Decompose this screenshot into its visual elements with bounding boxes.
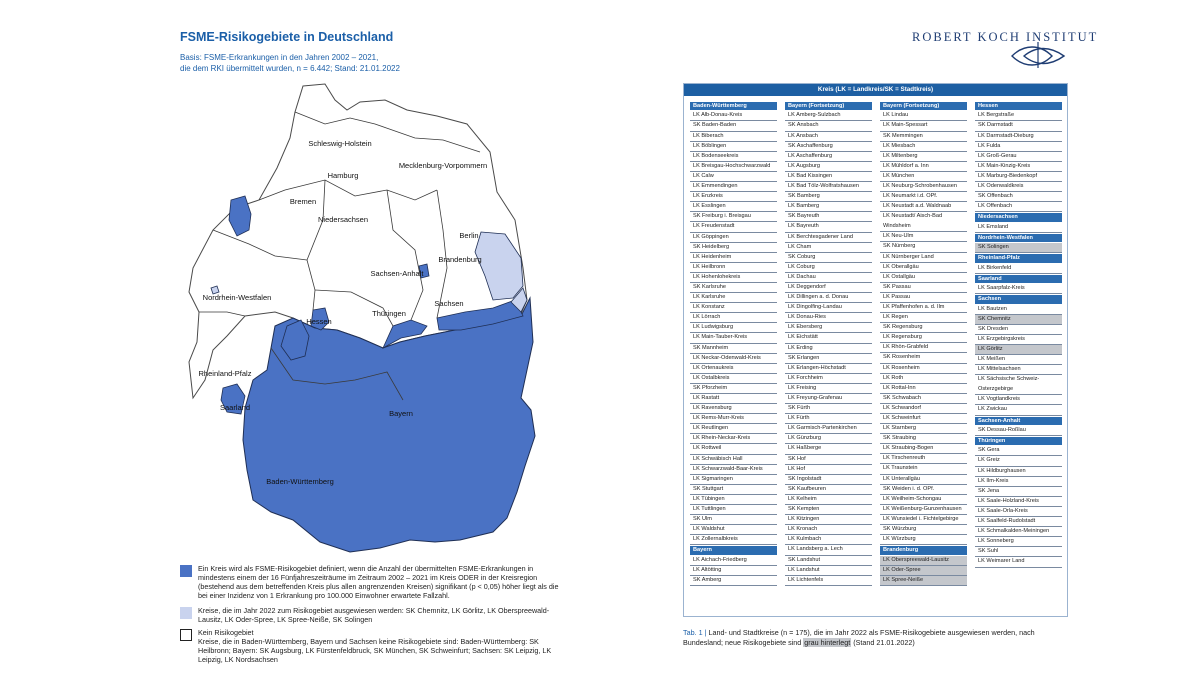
table-row: LK Rottweil	[690, 444, 777, 454]
table-row: LK Landshut	[785, 566, 872, 576]
table-row: LK Schwäbisch Hall	[690, 455, 777, 465]
table-row: SK Heidelberg	[690, 243, 777, 253]
table-row: SK Karlsruhe	[690, 283, 777, 293]
caption-label: Tab. 1 |	[683, 628, 709, 637]
table-state-header: Hessen	[975, 102, 1062, 110]
table-row: SK Ulm	[690, 515, 777, 525]
table-row: LK Donau-Ries	[785, 313, 872, 323]
table-row: LK Eichstätt	[785, 333, 872, 343]
table-row: LK Mühldorf a. Inn	[880, 162, 967, 172]
table-row: LK Pfaffenhofen a. d. Ilm	[880, 303, 967, 313]
table-row: LK Ludwigsburg	[690, 323, 777, 333]
table-row: LK Rhön-Grabfeld	[880, 343, 967, 353]
table-row: LK Wunsiedel i. Fichtelgebirge	[880, 515, 967, 525]
legend-swatch-none	[180, 629, 192, 641]
table-row: LK Ebersberg	[785, 323, 872, 333]
table-row: LK Böblingen	[690, 142, 777, 152]
table-state-header: Niedersachsen	[975, 213, 1062, 221]
state-label-brandenburg: Brandenburg	[438, 255, 482, 264]
table-state-header: Saarland	[975, 275, 1062, 283]
basis-line-1: Basis: FSME-Erkrankungen in den Jahren 2002 – 2021,	[180, 53, 379, 62]
table-row: LK Straubing-Bogen	[880, 444, 967, 454]
table-row: LK Coburg	[785, 263, 872, 273]
table-row: SK Jena	[975, 487, 1062, 497]
table-row: LK Neumarkt i.d. OPf.	[880, 192, 967, 202]
table-row: SK Baden-Baden	[690, 121, 777, 131]
table-row: LK Kulmbach	[785, 535, 872, 545]
table-row: LK Neuburg-Schrobenhausen	[880, 182, 967, 192]
table-row: LK Miesbach	[880, 142, 967, 152]
table-row: LK Odenwaldkreis	[975, 182, 1062, 192]
table-row: LK Schweinfurt	[880, 414, 967, 424]
table-row-new: LK Oder-Spree	[880, 566, 967, 576]
table-row: LK Hof	[785, 465, 872, 475]
table-row: LK Weißenburg-Gunzenhausen	[880, 505, 967, 515]
table-row: LK Bergstraße	[975, 111, 1062, 121]
table-row: LK Bad Kissingen	[785, 172, 872, 182]
table-row: LK Unterallgäu	[880, 475, 967, 485]
caption-text: Land- und Stadtkreise (n = 175), die im Jahr 2022 als FSME-Risikogebiete ausgewiesen werden, nach Bundesland; neue Risikogebiete sind	[683, 628, 1035, 647]
table-row: LK Main-Tauber-Kreis	[690, 333, 777, 343]
state-label-saarland: Saarland	[219, 403, 251, 412]
table-row: LK Schwarzwald-Baar-Kreis	[690, 465, 777, 475]
table-row: LK Kelheim	[785, 495, 872, 505]
table-row: LK Alb-Donau-Kreis	[690, 111, 777, 121]
table-row: LK Saarpfalz-Kreis	[975, 284, 1062, 294]
table-row: LK Roth	[880, 374, 967, 384]
table-row: LK München	[880, 172, 967, 182]
table-row: LK Neustadt/ Aisch-Bad Windsheim	[880, 212, 967, 232]
table-row: LK Esslingen	[690, 202, 777, 212]
table-row: SK Regensburg	[880, 323, 967, 333]
legend-swatch-risk	[180, 565, 192, 577]
table-row: LK Ostalbkreis	[690, 374, 777, 384]
table-column-2	[785, 101, 872, 586]
table-row: LK Kitzingen	[785, 515, 872, 525]
table-row: SK Dessau-Roßlau	[975, 426, 1062, 436]
table-row: LK Garmisch-Partenkirchen	[785, 424, 872, 434]
table-row: LK Offenbach	[975, 202, 1062, 212]
table-row: LK Dingolfing-Landau	[785, 303, 872, 313]
state-label-hamburg: Hamburg	[327, 171, 359, 180]
table-row: LK Ortenaukreis	[690, 364, 777, 374]
table-row: LK Freyung-Grafenau	[785, 394, 872, 404]
table-row: LK Ostallgäu	[880, 273, 967, 283]
table-row: SK Erlangen	[785, 354, 872, 364]
state-label-bremen: Bremen	[289, 197, 317, 206]
table-row: SK Gera	[975, 446, 1062, 456]
table-row: LK Erding	[785, 344, 872, 354]
table-row: LK Birkenfeld	[975, 264, 1062, 274]
state-label-nordrhein-westfalen: Nordrhein-Westfalen	[202, 293, 272, 302]
table-row: LK Saale-Orla-Kreis	[975, 507, 1062, 517]
table-row: LK Traunstein	[880, 464, 967, 474]
table-row-new: SK Solingen	[975, 243, 1062, 253]
table-row: SK Straubing	[880, 434, 967, 444]
table-row: LK Saale-Holzland-Kreis	[975, 497, 1062, 507]
table-row: LK Heidenheim	[690, 253, 777, 263]
table-state-header: Sachsen-Anhalt	[975, 417, 1062, 425]
table-row: LK Schwandorf	[880, 404, 967, 414]
table-row: LK Sächsische Schweiz-Osterzgebirge	[975, 375, 1062, 395]
table-row: LK Zwickau	[975, 405, 1062, 415]
table-row: SK Fürth	[785, 404, 872, 414]
table-row: LK Haßberge	[785, 444, 872, 454]
table-row: LK Ansbach	[785, 132, 872, 142]
table-row: LK Kronach	[785, 525, 872, 535]
table-row: SK Offenbach	[975, 192, 1062, 202]
state-label-schleswig-holstein: Schleswig-Holstein	[308, 139, 372, 148]
table-state-header: Bayern (Fortsetzung)	[880, 102, 967, 110]
table-row: LK Altötting	[690, 566, 777, 576]
table-row: LK Dachau	[785, 273, 872, 283]
table-column-4	[975, 101, 1062, 568]
table-row: LK Neustadt a.d. Waldnaab	[880, 202, 967, 212]
table-row: LK Mittelsachsen	[975, 365, 1062, 375]
table-row: SK Darmstadt	[975, 121, 1062, 131]
table-row: SK Ansbach	[785, 121, 872, 131]
legend-none-text: Kreise, die in Baden-Württemberg, Bayern und Sachsen keine Risikogebiete sind: Baden-Württemberg: SK Heilbronn; Bayern: SK Augsburg, LK Fürstenfeldbruck, SK München, SK Schweinfurt; Sachsen: SK Leipzig, LK Leipzig, LK Nordsachsen	[198, 637, 552, 664]
table-state-header: Brandenburg	[880, 546, 967, 554]
table-row: LK Bayreuth	[785, 222, 872, 232]
caption-date: (Stand 21.01.2022)	[851, 638, 915, 647]
table-row: LK Berchtesgadener Land	[785, 233, 872, 243]
table-row: LK Göppingen	[690, 233, 777, 243]
table-row: LK Günzburg	[785, 434, 872, 444]
table-row: LK Lindau	[880, 111, 967, 121]
table-row: LK Groß-Gerau	[975, 152, 1062, 162]
table-row: SK Stuttgart	[690, 485, 777, 495]
table-row: SK Landshut	[785, 556, 872, 566]
basis-note	[180, 52, 420, 74]
state-label-sachsen: Sachsen	[434, 299, 464, 308]
table-row: LK Hohenlohekreis	[690, 273, 777, 283]
table-state-header: Nordrhein-Westfalen	[975, 234, 1062, 242]
legend-new	[180, 606, 560, 626]
table-row: LK Meißen	[975, 355, 1062, 365]
table-row: LK Ravensburg	[690, 404, 777, 414]
table-row: LK Passau	[880, 293, 967, 303]
table-row: LK Darmstadt-Dieburg	[975, 132, 1062, 142]
table-row: LK Schmalkalden-Meiningen	[975, 527, 1062, 537]
table-row: LK Greiz	[975, 456, 1062, 466]
table-row: LK Starnberg	[880, 424, 967, 434]
table-state-header: Bayern	[690, 546, 777, 554]
table-row: LK Sigmaringen	[690, 475, 777, 485]
table-row: LK Konstanz	[690, 303, 777, 313]
table-state-header: Sachsen	[975, 295, 1062, 303]
table-row: LK Weimarer Land	[975, 557, 1062, 567]
table-caption	[683, 628, 1073, 648]
table-row: LK Waldshut	[690, 525, 777, 535]
table-row: SK Amberg	[690, 576, 777, 586]
table-state-header: Baden-Württemberg	[690, 102, 777, 110]
table-row: LK Lichtenfels	[785, 576, 872, 586]
table-row: LK Neckar-Odenwald-Kreis	[690, 354, 777, 364]
table-row: LK Emsland	[975, 223, 1062, 233]
table-row: LK Deggendorf	[785, 283, 872, 293]
table-row-new: LK Görlitz	[975, 345, 1062, 355]
table-row: LK Landsberg a. Lech	[785, 545, 872, 555]
table-row: LK Biberach	[690, 132, 777, 142]
table-row: LK Augsburg	[785, 162, 872, 172]
state-label-thueringen: Thüringen	[372, 309, 406, 318]
table-row-new: SK Chemnitz	[975, 315, 1062, 325]
table-row: SK Kaufbeuren	[785, 485, 872, 495]
germany-risk-map	[175, 80, 555, 558]
table-row: SK Mannheim	[690, 344, 777, 354]
table-row: LK Tübingen	[690, 495, 777, 505]
table-row: LK Karlsruhe	[690, 293, 777, 303]
caption-grey-text: grau hinterlegt	[804, 638, 851, 647]
state-label-sachsen-anhalt: Sachsen-Anhalt	[370, 269, 424, 278]
table-row: SK Suhl	[975, 547, 1062, 557]
table-row: LK Neu-Ulm	[880, 232, 967, 242]
table-state-header: Thüringen	[975, 437, 1062, 445]
table-row: LK Saalfeld-Rudolstadt	[975, 517, 1062, 527]
table-row: LK Bamberg	[785, 202, 872, 212]
table-row: LK Hildburghausen	[975, 467, 1062, 477]
table-row: LK Tirschenreuth	[880, 454, 967, 464]
table-row: LK Heilbronn	[690, 263, 777, 273]
table-state-header: Rheinland-Pfalz	[975, 254, 1062, 262]
table-row: SK Pforzheim	[690, 384, 777, 394]
table-row: LK Marburg-Biedenkopf	[975, 172, 1062, 182]
table-row: LK Rottal-Inn	[880, 384, 967, 394]
table-row: SK Hof	[785, 455, 872, 465]
page-title: FSME-Risikogebiete in Deutschland	[180, 30, 394, 44]
table-row: LK Main-Spessart	[880, 121, 967, 131]
legend-risk	[180, 564, 560, 604]
legend-new-text: Kreise, die im Jahr 2022 zum Risikogebiet ausgewiesen werden: SK Chemnitz, LK Görlitz, LK Oberspreewald-Lausitz, LK Oder-Spree, LK Spree-Neiße, SK Solingen	[198, 606, 550, 624]
table-row: LK Vogtlandkreis	[975, 395, 1062, 405]
table-row-new: LK Oberspreewald-Lausitz	[880, 556, 967, 566]
table-row: LK Tuttlingen	[690, 505, 777, 515]
table-row: LK Nürnberger Land	[880, 253, 967, 263]
table-row: LK Weilheim-Schongau	[880, 495, 967, 505]
table-row: SK Bamberg	[785, 192, 872, 202]
table-row: LK Bodenseekreis	[690, 152, 777, 162]
table-row: SK Rosenheim	[880, 353, 967, 363]
table-row: SK Ingolstadt	[785, 475, 872, 485]
legend-swatch-new	[180, 607, 192, 619]
table-row: LK Breisgau-Hochschwarzwald	[690, 162, 777, 172]
table-row: LK Reutlingen	[690, 424, 777, 434]
legend-none	[180, 628, 560, 664]
table-row: SK Freiburg i. Breisgau	[690, 212, 777, 222]
table-row: LK Freudenstadt	[690, 222, 777, 232]
table-row: LK Rastatt	[690, 394, 777, 404]
table-row: SK Aschaffenburg	[785, 142, 872, 152]
table-row: LK Fürth	[785, 414, 872, 424]
table-column-1	[690, 101, 777, 586]
table-row: LK Aichach-Friedberg	[690, 556, 777, 566]
table-row: SK Bayreuth	[785, 212, 872, 222]
risk-districts-table	[683, 83, 1068, 617]
table-row: SK Weiden i. d. OPf.	[880, 485, 967, 495]
table-row: LK Forchheim	[785, 374, 872, 384]
table-row: LK Cham	[785, 243, 872, 253]
table-row-new: LK Spree-Neiße	[880, 576, 967, 586]
table-row: LK Aschaffenburg	[785, 152, 872, 162]
table-row: LK Rems-Murr-Kreis	[690, 414, 777, 424]
table-row: LK Rosenheim	[880, 364, 967, 374]
table-row: LK Lörrach	[690, 313, 777, 323]
table-row: LK Fulda	[975, 142, 1062, 152]
table-row: SK Memmingen	[880, 132, 967, 142]
table-row: SK Coburg	[785, 253, 872, 263]
table-row: SK Kempten	[785, 505, 872, 515]
state-label-niedersachsen: Niedersachsen	[317, 215, 369, 224]
table-header: Kreis (LK = Landkreis/SK = Stadtkreis)	[684, 84, 1067, 96]
table-row: SK Dresden	[975, 325, 1062, 335]
table-row: SK Passau	[880, 283, 967, 293]
table-row: LK Miltenberg	[880, 152, 967, 162]
table-row: LK Dillingen a. d. Donau	[785, 293, 872, 303]
table-row: LK Erlangen-Höchstadt	[785, 364, 872, 374]
state-label-bayern: Bayern	[389, 409, 413, 418]
state-label-rheinland-pfalz: Rheinland-Pfalz	[198, 369, 252, 378]
table-row: LK Bautzen	[975, 305, 1062, 315]
state-label-baden-wuerttemberg: Baden-Württemberg	[266, 477, 334, 486]
table-row: LK Bad Tölz-Wolfratshausen	[785, 182, 872, 192]
table-column-3	[880, 101, 967, 586]
table-row: SK Schwabach	[880, 394, 967, 404]
table-row: LK Regensburg	[880, 333, 967, 343]
table-row: SK Würzburg	[880, 525, 967, 535]
state-label-mecklenburg-vorpommern: Mecklenburg-Vorpommern	[398, 161, 488, 170]
state-label-berlin: Berlin	[459, 231, 479, 240]
table-row: LK Zollernalbkreis	[690, 535, 777, 545]
table-row: LK Amberg-Sulzbach	[785, 111, 872, 121]
legend-risk-text: Ein Kreis wird als FSME-Risikogebiet definiert, wenn die Anzahl der übermittelten FSME-Erkrankungen in mindestens einem der 16 Fünfjahreszeiträume im Zeitraum 2002 – 2021 im Kreis ODER in der Kreisregion (bestehend aus dem betreffenden Kreis plus allen angrenzenden Kreisen) signifikant (p < 0,05) höher liegt als die bei einer Inzidenz von 1 Erkrankung pro 100.000 Einwohner erwartete Fallzahl.	[198, 564, 559, 600]
table-row: LK Würzburg	[880, 535, 967, 545]
table-row: LK Erzgebirgskreis	[975, 335, 1062, 345]
table-row: LK Regen	[880, 313, 967, 323]
table-row: LK Calw	[690, 172, 777, 182]
rki-logo	[1010, 40, 1066, 70]
table-row: LK Rhein-Neckar-Kreis	[690, 434, 777, 444]
table-row: LK Freising	[785, 384, 872, 394]
table-row: SK Nürnberg	[880, 242, 967, 252]
table-row: LK Sonneberg	[975, 537, 1062, 547]
legend-none-title: Kein Risikogebiet	[198, 628, 254, 637]
table-state-header: Bayern (Fortsetzung)	[785, 102, 872, 110]
basis-line-2: die dem RKI übermittelt wurden, n = 6.442; Stand: 21.01.2022	[180, 64, 400, 73]
table-row: LK Main-Kinzig-Kreis	[975, 162, 1062, 172]
state-label-hessen: Hessen	[306, 317, 332, 326]
table-row: LK Enzkreis	[690, 192, 777, 202]
table-row: LK Ilm-Kreis	[975, 477, 1062, 487]
table-row: LK Oberallgäu	[880, 263, 967, 273]
table-row: LK Emmendingen	[690, 182, 777, 192]
institute-name: ROBERT KOCH INSTITUT	[912, 30, 1099, 44]
